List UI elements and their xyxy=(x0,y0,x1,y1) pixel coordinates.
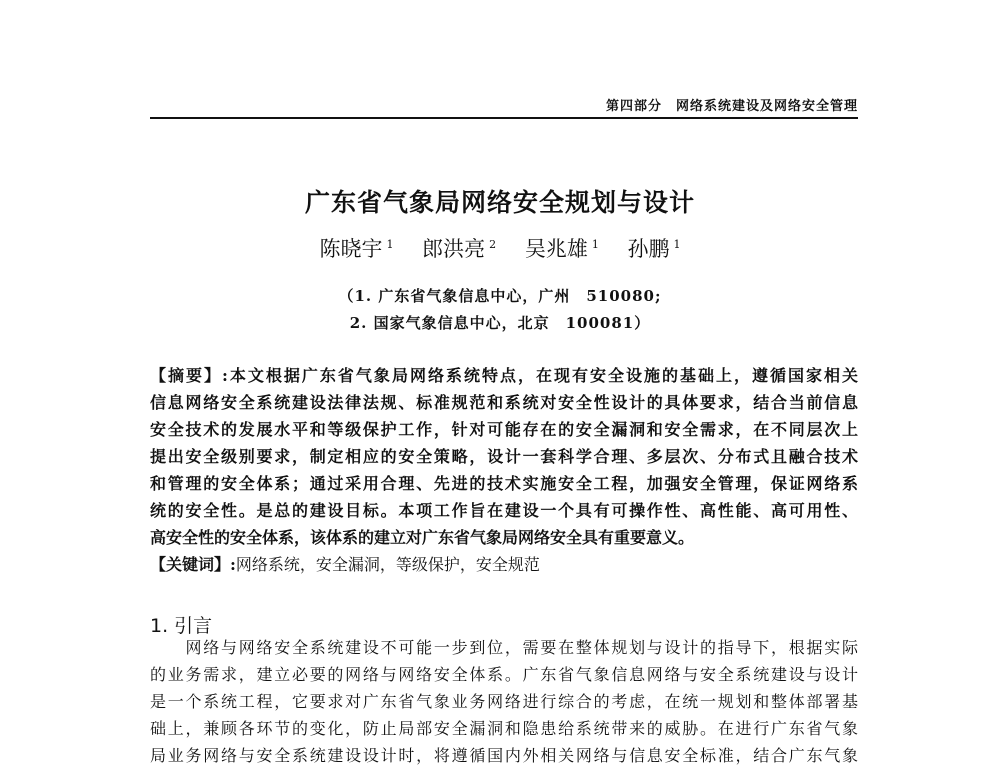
abstract-line: 安全技术的发展水平和等级保护工作，针对可能存在的安全漏洞和安全需求，在不同层次上 xyxy=(150,420,858,439)
paragraph-line: 网络与网络安全系统建设不可能一步到位，需要在整体规划与设计的指导下，根据实际 xyxy=(150,638,858,657)
author-name: 陈晓宇 xyxy=(319,237,383,261)
author-affiliation-mark: 1 xyxy=(591,238,599,251)
paragraph-line: 局业务网络与安全系统建设设计时，将遵循国内外相关网络与信息安全标准，结合广东气象 xyxy=(150,746,858,765)
abstract-text: 本文根据广东省气象局网络系统特点，在现有安全设施的基础上，遵循国家相关 xyxy=(227,366,858,385)
author-affiliation-mark: 1 xyxy=(386,238,394,251)
author xyxy=(422,237,496,261)
running-header-section: 网络系统建设及网络安全管理 xyxy=(675,99,858,114)
abstract-line: 统的安全性。是总的建设目标。本项工作旨在建设一个具有可操作性、高性能、高可用性、 xyxy=(150,501,858,520)
header-rule xyxy=(150,117,858,119)
author-list xyxy=(0,233,1000,263)
abstract-label: 【摘要】: xyxy=(150,366,228,385)
author-affiliation-mark: 2 xyxy=(489,238,497,251)
paper-title: 广东省气象局网络安全规划与设计 xyxy=(304,188,695,217)
running-header-part: 第四部分 xyxy=(605,99,662,114)
keywords-text: 网络系统，安全漏洞，等级保护，安全规范 xyxy=(235,555,540,574)
affiliation-line: 2. 国家气象信息中心，北京 100081） xyxy=(349,314,651,332)
paragraph-line: 是一个系统工程，它要求对广东省气象业务网络进行综合的考虑，在统一规划和整体部署基 xyxy=(150,692,858,711)
keywords-label: 【关键词】: xyxy=(150,555,236,574)
author-name: 吴兆雄 xyxy=(524,237,588,261)
abstract-line: 和管理的安全体系；通过采用合理、先进的技术实施安全工程，加强安全管理，保证网络系 xyxy=(150,474,858,493)
section-heading: 1. 引言 xyxy=(150,615,213,637)
author xyxy=(319,237,393,261)
author-name: 郎洪亮 xyxy=(422,237,486,261)
author-name: 孙鹏 xyxy=(627,237,670,261)
running-header xyxy=(606,95,858,114)
author xyxy=(525,237,599,261)
paragraph-line: 础上，兼顾各环节的变化，防止局部安全漏洞和隐患给系统带来的威胁。在进行广东省气象 xyxy=(150,719,858,738)
abstract-line: 提出安全级别要求，制定相应的安全策略，设计一套科学合理、多层次、分布式且融合技术 xyxy=(150,447,858,466)
abstract-line: 信息网络安全系统建设法律法规、标准规范和系统对安全性设计的具体要求，结合当前信息 xyxy=(150,393,858,412)
abstract-line: 高安全性的安全体系，该体系的建立对广东省气象局网络安全具有重要意义。 xyxy=(150,528,695,547)
author xyxy=(628,237,681,261)
paragraph-line: 的业务需求，建立必要的网络与网络安全体系。广东省气象信息网络与安全系统建设与设计 xyxy=(150,665,858,684)
abstract-line xyxy=(150,366,858,386)
keywords xyxy=(150,555,858,575)
author-affiliation-mark: 1 xyxy=(673,238,681,251)
affiliation-line: （1. 广东省气象信息中心，广州 510080; xyxy=(338,287,662,305)
